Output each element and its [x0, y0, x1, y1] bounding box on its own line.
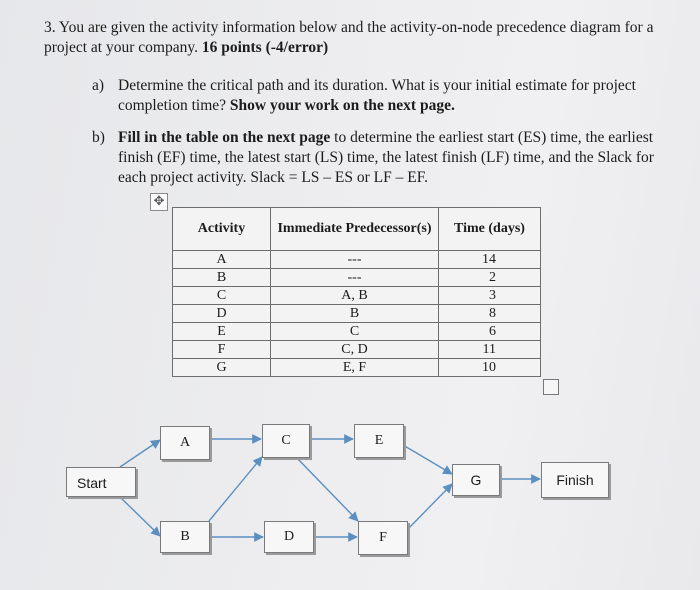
cell-predecessor: B: [271, 305, 439, 323]
cell-predecessor: C, D: [271, 341, 439, 359]
part-b-body: to determine the earliest start (ES) time, the earliest finish (EF) time, the latest start (LS) time, the latest finish (LF) time, and the Slack for each project activity. Slack = LS – ES or LF – EF.: [118, 129, 654, 186]
arrow-start-a: [120, 440, 160, 467]
part-a-label: a): [92, 77, 105, 94]
cell-time: 8: [439, 305, 541, 323]
header-activity: Activity: [173, 208, 271, 251]
cell-time: 10: [439, 359, 541, 377]
part-a-body: Determine the critical path and its duration. What is your initial estimate for project completion time?: [118, 77, 636, 114]
cell-activity: A: [173, 251, 271, 269]
cell-activity: E: [173, 323, 271, 341]
node-a: A: [160, 426, 210, 460]
cell-activity: B: [173, 269, 271, 287]
question-penalty: (-4/error): [261, 39, 329, 56]
header-predecessor: Immediate Predecessor(s): [271, 208, 439, 251]
table-move-handle-icon[interactable]: ✥: [150, 193, 168, 211]
node-start: Start: [66, 467, 136, 497]
arrow-e-g: [403, 445, 452, 474]
cell-time: 2: [439, 269, 541, 287]
part-a-emphasis: Show your work on the next page.: [229, 97, 455, 114]
question-intro: 3. You are given the activity information below and the activity-on-node precedence diagram for a project at your company.: [44, 19, 654, 56]
cell-activity: G: [173, 359, 271, 377]
cell-predecessor: A, B: [271, 287, 439, 305]
part-b-emphasis: Fill in the table on the next page: [118, 129, 331, 146]
cell-time: 3: [439, 287, 541, 305]
node-e: E: [354, 424, 404, 458]
part-b-label: b): [92, 129, 105, 146]
arrow-start-b: [120, 497, 160, 536]
cell-predecessor: C: [271, 323, 439, 341]
arrow-f-g: [407, 484, 452, 530]
node-g: G: [452, 464, 500, 496]
cell-activity: D: [173, 305, 271, 323]
node-finish: Finish: [541, 462, 609, 498]
cell-time: 6: [439, 323, 541, 341]
cell-predecessor: ---: [271, 251, 439, 269]
cell-activity: F: [173, 341, 271, 359]
cell-predecessor: ---: [271, 269, 439, 287]
node-f: F: [358, 521, 408, 555]
arrow-b-c: [209, 457, 262, 521]
cell-predecessor: E, F: [271, 359, 439, 377]
node-d: D: [264, 521, 314, 553]
cell-time: 14: [439, 251, 541, 269]
cell-time: 11: [439, 341, 541, 359]
node-b: B: [160, 521, 210, 553]
arrow-c-f: [296, 457, 358, 521]
cell-activity: C: [173, 287, 271, 305]
question-points: 16 points: [201, 39, 262, 56]
header-time: Time (days): [439, 208, 541, 251]
node-c: C: [262, 424, 310, 458]
